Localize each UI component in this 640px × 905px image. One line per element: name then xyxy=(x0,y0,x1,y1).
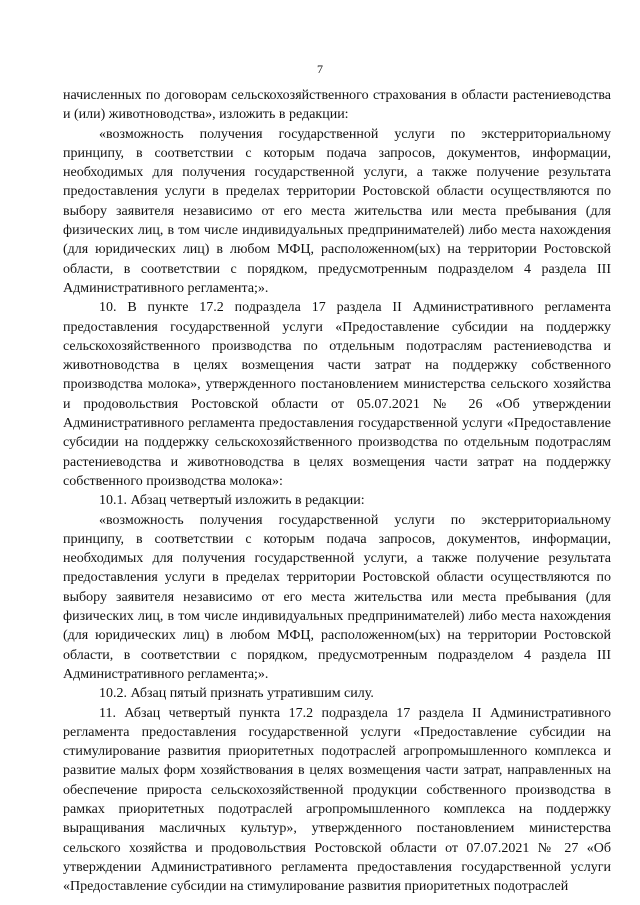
paragraph: 10.1. Абзац четвертый изложить в редакции: xyxy=(99,493,365,509)
paragraph: 10.2. Абзац пятый признать утратившим силу. xyxy=(99,686,374,702)
paragraph: «возможность получения государственной услуги по экстерриториальному принципу, в соответствии с которым подача запросов, документов, информации, необходимых для получения государственной услуги, а также получение результата предоставления услуги в пределах территории Ростовской области осуществляются по выбору заявителя независимо от его места жительства или места пребывания (для физических лиц, в том числе индивидуальных предпринимателей) либо места нахождения (для юридических лиц) в любом МФЦ, расположенном(ых) на территории Ростовской области, в соответствии с порядком, предусмотренным подразделом 4 раздела III Административного регламента;». xyxy=(63,126,611,296)
document-body xyxy=(63,86,611,896)
page-number: 7 xyxy=(317,62,323,76)
paragraph: 11. Абзац четвертый пункта 17.2 подраздела 17 раздела II Административного регламента предоставления государственной услуги «Предоставление субсидии на стимулирование развития приоритетных подотраслей агропромышленного комплекса и развитие малых форм хозяйствования в целях возмещения части затрат, направленных на обеспечение прироста сельскохозяйственной продукции собственного производства в рамках приоритетных подотраслей агропромышленного комплекса на поддержку выращивания масличных культур», утвержденного постановлением министерства сельского хозяйства и продовольствия Ростовской области от 07.07.2021 № 27 «Об утверждении Административного регламента предоставления государственной услуги «Предоставление субсидии на стимулирование развития приоритетных подотраслей xyxy=(63,705,611,895)
paragraph: 10. В пункте 17.2 подраздела 17 раздела II Административного регламента предоставления государственной услуги «Предоставление субсидии на поддержку сельскохозяйственного производства по отдельным подотраслям растениеводства и животноводства в целях возмещения части затрат на поддержку собственного производства молока», утвержденного постановлением министерства сельского хозяйства и продовольствия Ростовской области от 05.07.2021 № 26 «Об утверждении Административного регламента предоставления государственной услуги «Предоставление субсидии на поддержку сельскохозяйственного производства по отдельным подотраслям растениеводства и животноводства в целях возмещения части затрат на поддержку собственного производства молока»: xyxy=(63,300,611,489)
paragraph: начисленных по договорам сельскохозяйственного страхования в области растениеводства и (или) животноводства», изложить в редакции: xyxy=(63,88,611,123)
paragraph: «возможность получения государственной услуги по экстерриториальному принципу, в соответствии с которым подача запросов, документов, информации, необходимых для получения государственной услуги, а также получение результата предоставления услуги в пределах территории Ростовской области осуществляются по выбору заявителя независимо от его места жительства или места пребывания (для физических лиц, в том числе индивидуальных предпринимателей) либо места нахождения (для юридических лиц) в любом МФЦ, расположенном(ых) на территории Ростовской области, в соответствии с порядком, предусмотренным подразделом 4 раздела III Административного регламента;». xyxy=(63,512,611,682)
